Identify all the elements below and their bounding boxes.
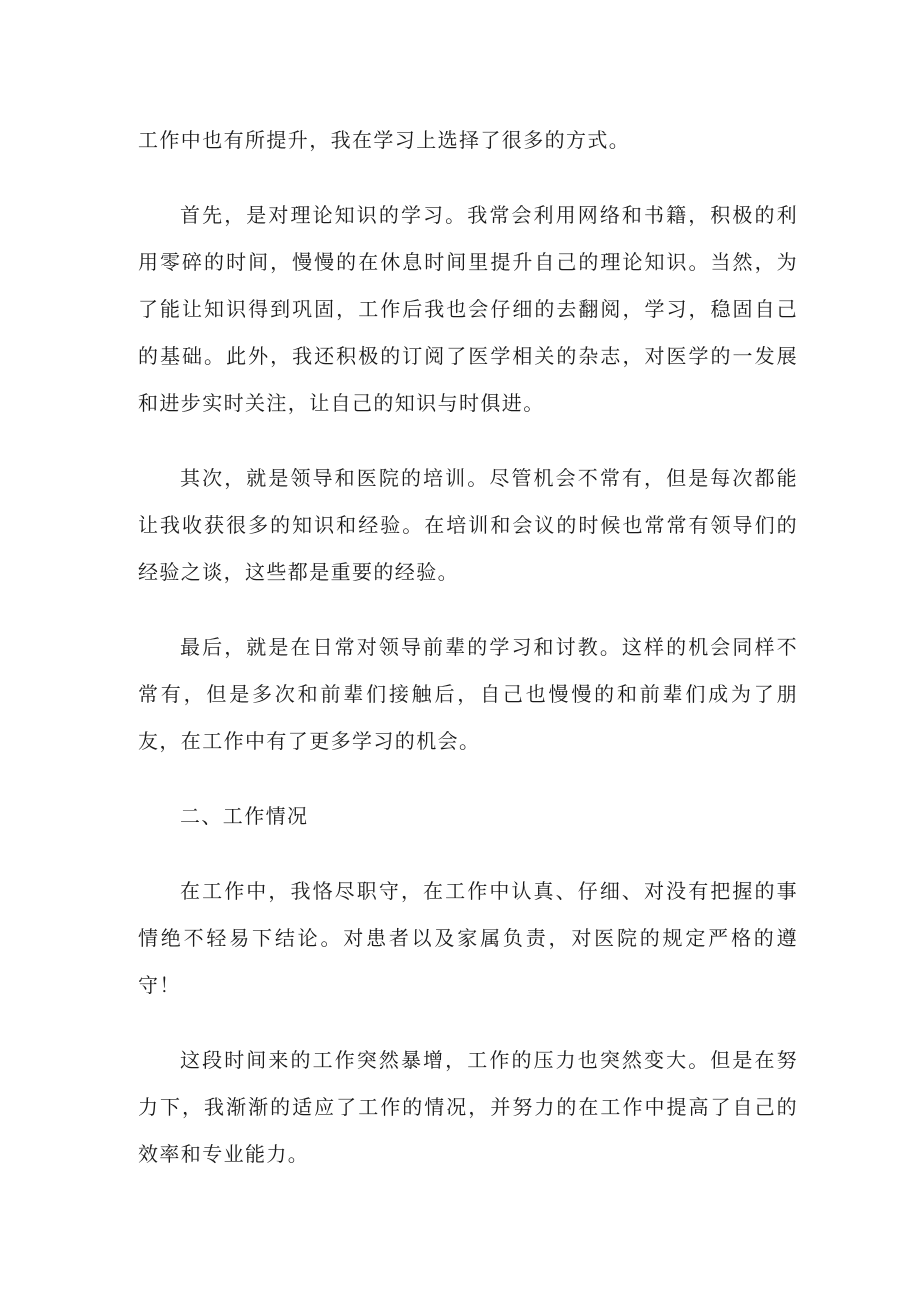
paragraph-continuation: 工作中也有所提升，我在学习上选择了很多的方式。 — [138, 128, 631, 152]
paragraph-diligence: 在工作中，我恪尽职守，在工作中认真、仔细、对没有把握的事情绝不轻易下结论。对患者以及家属负责，对医院的规定严格的遵守！ — [138, 879, 798, 997]
document-body — [138, 117, 798, 1206]
paragraph-senior-learning: 最后，就是在日常对领导前辈的学习和讨教。这样的机会同样不常有，但是多次和前辈们接触后，自己也慢慢的和前辈们成为了朋友，在工作中有了更多学习的机会。 — [138, 635, 798, 753]
paragraph-training: 其次，就是领导和医院的培训。尽管机会不常有，但是每次都能让我收获很多的知识和经验。在培训和会议的时候也常常有领导们的经验之谈，这些都是重要的经验。 — [138, 466, 798, 584]
paragraph-theory-study: 首先，是对理论知识的学习。我常会利用网络和书籍，积极的利用零碎的时间，慢慢的在休息时间里提升自己的理论知识。当然，为了能让知识得到巩固，工作后我也会仔细的去翻阅，学习，稳固自己的基础。此外，我还积极的订阅了医学相关的杂志，对医学的一发展和进步实时关注，让自己的知识与时俱进。 — [138, 203, 798, 415]
section-heading-work-status: 二、工作情况 — [180, 804, 309, 828]
paragraph-workload: 这段时间来的工作突然暴增，工作的压力也突然变大。但是在努力下，我渐渐的适应了工作的情况，并努力的在工作中提高了自己的效率和专业能力。 — [138, 1048, 798, 1166]
